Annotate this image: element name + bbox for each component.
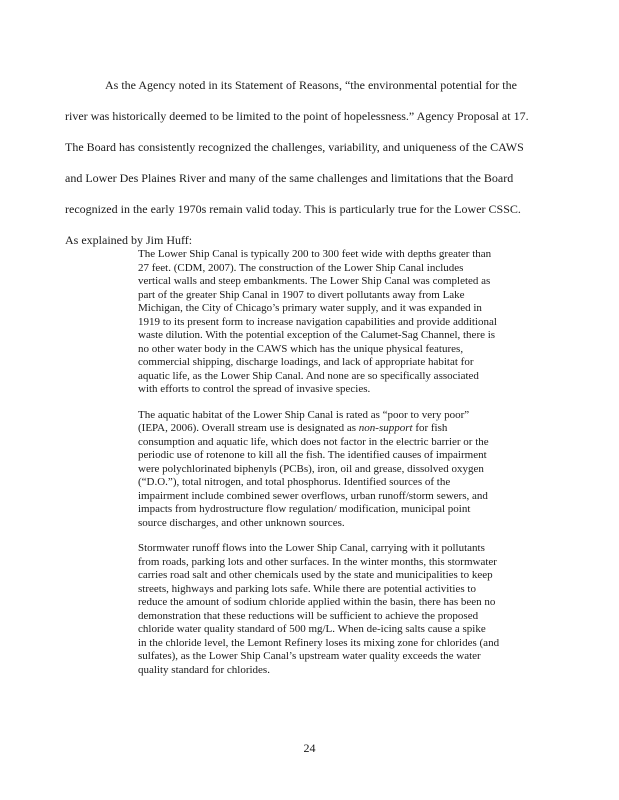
quote-line: Michigan, the City of Chicago’s primary water supply, and it was expanded in: [138, 302, 482, 314]
quote-line: consumption and aquatic life, which does not factor in the electric barrier or the: [138, 435, 489, 448]
page-number: 24: [303, 741, 316, 755]
quote-line: Stormwater runoff flows into the Lower Ship Canal, carrying with it pollutants: [138, 542, 485, 554]
quote-line: from roads, parking lots and other surfaces. In the winter months, this stormwater: [138, 555, 497, 568]
quote-line: with efforts to control the spread of invasive species.: [138, 383, 371, 395]
emphasis-text: non-support: [358, 422, 413, 434]
quote-line: streets, highways and parking lots safe. While there are potential activities to: [138, 582, 476, 595]
intro-line: and Lower Des Plaines River and many of the same challenges and limitations that the Board: [65, 171, 514, 185]
quote-line: commercial shipping, discharge loadings, and lack of appropriate habitat for: [138, 356, 474, 368]
intro-line: river was historically deemed to be limited to the point of hopelessness.” Agency Proposal at 17.: [65, 109, 529, 123]
quote-paragraph-2: [138, 409, 558, 531]
intro-paragraph: [65, 70, 555, 256]
quote-line: carries road salt and other chemicals used by the state and municipalities to keep: [138, 569, 493, 581]
quote-text: (IEPA, 2006). Overall stream use is designated as: [138, 422, 359, 434]
quote-line: were polychlorinated biphenyls (PCBs), iron, oil and grease, dissolved oxygen: [138, 462, 484, 475]
intro-line: recognized in the early 1970s remain valid today. This is particularly true for the Lower CSSC.: [65, 202, 521, 216]
quote-line: reduce the amount of sodium chloride applied within the basin, there has been no: [138, 596, 496, 608]
quote-line: waste dilution. With the potential exception of the Calumet-Sag Channel, there is: [138, 329, 496, 341]
quote-line: The aquatic habitat of the Lower Ship Canal is rated as “poor to very poor”: [138, 408, 470, 421]
quote-line: demonstration that these reductions will be sufficient to achieve the proposed: [138, 609, 479, 622]
intro-line: As explained by Jim Huff:: [65, 233, 193, 247]
quote-line: impacts from hydrostructure flow regulation/ modification, municipal point: [138, 503, 471, 515]
quote-line: in the chloride level, the Lemont Refinery loses its mixing zone for chlorides (and: [138, 636, 500, 649]
intro-line: The Board has consistently recognized the challenges, variability, and uniqueness of the CAWS: [65, 140, 524, 154]
quote-line: vertical walls and steep embankments. The Lower Ship Canal was completed as: [138, 275, 491, 287]
quote-line: (“D.O.”), total nitrogen, and total phosphorus. Identified sources of the: [138, 476, 451, 488]
quote-line: quality standard for chlorides.: [138, 663, 270, 676]
quote-line: no other water body in the CAWS which has the unique physical features,: [138, 342, 464, 355]
quote-line: periodic use of rotenone to kill all the fish. The identified causes of impairment: [138, 449, 487, 461]
quote-text: for fish: [412, 422, 448, 434]
quote-line: part of the greater Ship Canal in 1907 to divert pollutants away from Lake: [138, 288, 465, 301]
block-quote: [138, 248, 558, 689]
quote-line: sulfates), as the Lower Ship Canal’s upstream water quality exceeds the water: [138, 650, 481, 662]
quote-line: chloride water quality standard of 500 mg/L. When de-icing salts cause a spike: [138, 623, 486, 635]
quote-line: impairment include combined sewer overflows, urban runoff/storm sewers, and: [138, 489, 488, 502]
quote-line: source discharges, and other unknown sources.: [138, 516, 345, 529]
quote-line: The Lower Ship Canal is typically 200 to 300 feet wide with depths greater than: [138, 248, 492, 260]
intro-line: As the Agency noted in its Statement of Reasons, “the environmental potential for the: [105, 78, 517, 92]
quote-line: 1919 to its present form to increase navigation capabilities and provide additional: [138, 315, 497, 328]
quote-paragraph-3: [138, 542, 558, 677]
quote-line: aquatic life, as the Lower Ship Canal. And none are so specifically associated: [138, 369, 479, 382]
quote-line: 27 feet. (CDM, 2007). The construction of the Lower Ship Canal includes: [138, 261, 464, 274]
quote-line: [138, 422, 558, 436]
quote-paragraph-1: [138, 248, 558, 397]
